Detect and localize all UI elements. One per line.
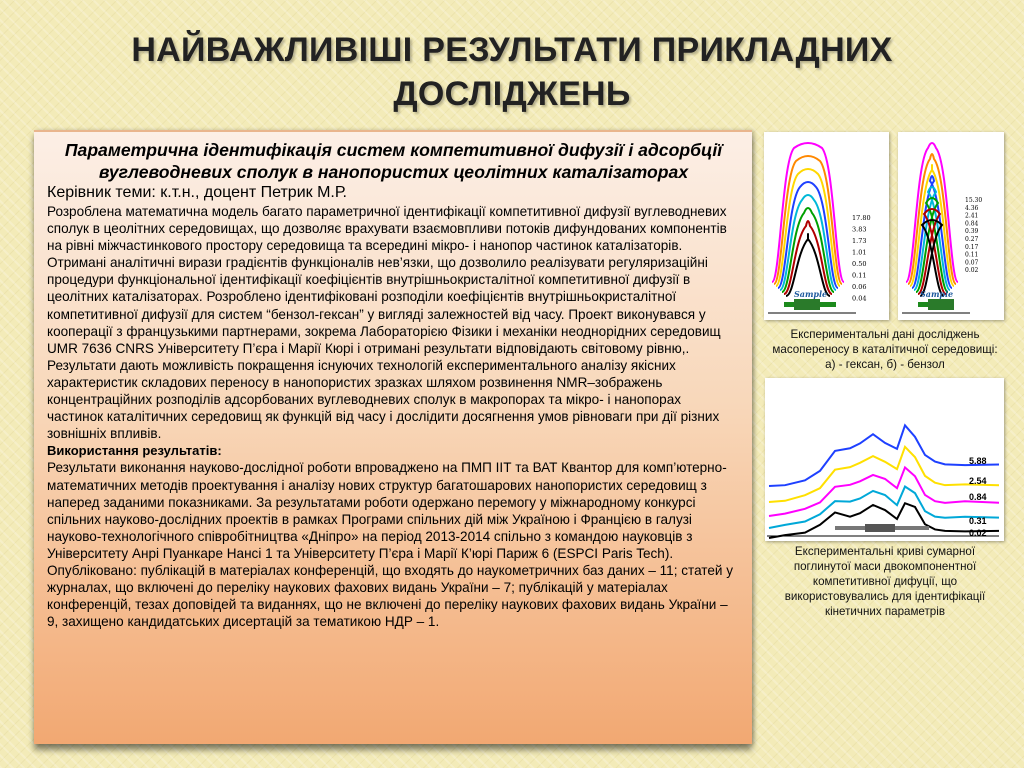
sample-label: Sample xyxy=(794,289,828,299)
curve-value-label: 0.07 xyxy=(965,259,979,267)
curve-value-label: 0.02 xyxy=(965,267,979,275)
curve-value-label: 0.17 xyxy=(965,243,979,251)
sorption-curve-1 xyxy=(769,425,999,486)
curve-value-label: 0.04 xyxy=(852,294,867,303)
curve-value-label: 3.83 xyxy=(852,225,867,234)
curve-value-label: 4.36 xyxy=(965,204,979,212)
curve-value-label: 0.27 xyxy=(965,236,979,243)
figure2-caption: Експериментальні криві сумарної поглинутої маси двокомпонентної компетитивної дифуції, що використовувались для ідентифікації кінетичних параметрів xyxy=(784,545,986,618)
figure-total-mass xyxy=(765,378,1004,541)
curve-value-label: 1.73 xyxy=(852,237,867,245)
sample-marker xyxy=(928,299,954,310)
curve-value-label: 0.50 xyxy=(852,260,867,268)
figure-total-mass-plot xyxy=(765,378,1004,541)
curve-value-label: 0.39 xyxy=(965,228,979,236)
curve-value-label: 0.06 xyxy=(852,283,867,291)
curve-value-label: 5.88 xyxy=(969,456,987,466)
usage-heading: Використання результатів: xyxy=(47,443,222,459)
figure-mass-transfer-right-plot xyxy=(898,132,1004,320)
description-text: Розроблена математична модель багато параметричної ідентифікації компетитивної дифузії вуглеводневих сполук в цеолітних середовищах, що дозволяє врахувати взаємовпливи потоків дифундованих компонентів на рівні міжчастинкового простору середовища та всередині мікро- і нанопор частинок каталізаторів. Отримані аналітичні вирази градієнтів функціоналів нев’язки, що дозволило реалізувати регуляризаційні процедури функціональної ідентифікації коефіцієнтів внутрішньокристалітної компетитивної дифузії в цеолітних каталізаторах. Розроблено ідентифіковані розподіли коефіцієнтів внутрішньокристалітної компетитивної дифузії для систем “бензол-гексан” у вигляді залежностей від часу. Проект виконувався у кооперації з французькими партнерами, зокрема Лабораторією Фізики і механіки неоднорідних середовищ UMR 7636 CNRS Університету П’єра і Марії Кюрі і отримані результати відповідають світовому рівню,. Результати дають можливість покращення існуючих технологій експериментального аналізу якісних характеристик складових переносу в нанопористих зразках шляхом розвинення NMR–зображень концентраційних розподілів адсорбованих вуглеводневих сполук в макропорах та мікро- і нанопорах частинок каталітичних середовищ як функцій від часу і дослідити досягнення умов рівноваги при дії різних зовнішніх впливів. xyxy=(47,204,727,442)
sample-label: Sample xyxy=(920,289,954,299)
publications-text: Опубліковано: публікацій в матеріалах конференцій, що входять до наукометричних баз даних – 11; статей у журналах, що включені до переліку наукових фахових видань України – 7; публікацій у матеріалах конференцій, тезах доповідей та виданнях, що не включені до переліку наукових фахових видань України – 9, захищено кандидатських дисертацій за тематикою НДР – 1. xyxy=(47,562,734,630)
usage-text: Результати виконання науково-дослідної роботи впроваджено на ПМП ІІТ та ВАТ Квантор для комп’ютерно-математичних методів проектування і аналізу нових структур багатошарових нанопористих середовищ з наперед заданими показниками. За результатами роботи одержано перемогу у міжнародному конкурсі спільних науково-дослідних проектів в рамках Програми спільних дій між Україною і Францією в галузі науково-технологічного співробітництва «Дніпро» на період 2013-2014 спільно з командою науковців з Університету Анрі Пуанкаре Нансі 1 та Університету П’єра і Марії К’юрі Париж 6 (ESPCI Paris Tech). xyxy=(47,460,727,561)
content-panel xyxy=(34,130,752,744)
sample-marker xyxy=(794,299,820,310)
sample-marker xyxy=(865,524,895,532)
curve-value-label: 0.31 xyxy=(969,516,987,526)
supervisor-line: Керівник теми: к.т.н., доцент Петрик М.Р. xyxy=(47,184,347,201)
curve-value-label: 0.84 xyxy=(969,492,987,502)
curve-value-label: 2.54 xyxy=(969,476,987,486)
curve-value-label: 0.02 xyxy=(969,528,987,538)
figure-mass-transfer-left-plot xyxy=(764,132,889,320)
figure-mass-transfer-right xyxy=(898,132,1004,320)
curve-value-label: 2.41 xyxy=(965,212,979,220)
page-title: НАЙВАЖЛИВІШІ РЕЗУЛЬТАТИ ПРИКЛАДНИХ ДОСЛІДЖЕНЬ xyxy=(131,31,893,113)
figure1-caption: Експериментальні дані досліджень масопереносу в каталітичної середовищі: а) - гексан, б) - бензол xyxy=(772,328,998,371)
figure-mass-transfer-left xyxy=(764,132,889,320)
sorption-curve-4 xyxy=(769,487,999,528)
topic-heading: Параметрична ідентифікація систем компетитивної дифузії і адсорбції вуглеводневих сполук в нанопористих цеолітних каталізаторах xyxy=(64,140,723,182)
curve-value-label: 15.30 xyxy=(965,197,983,204)
curve-value-label: 0.84 xyxy=(965,220,979,228)
curve-value-label: 17.80 xyxy=(852,214,871,222)
curve-value-label: 1.01 xyxy=(852,248,867,257)
curve-value-label: 0.11 xyxy=(852,271,867,280)
curve-value-label: 0.11 xyxy=(965,251,979,259)
